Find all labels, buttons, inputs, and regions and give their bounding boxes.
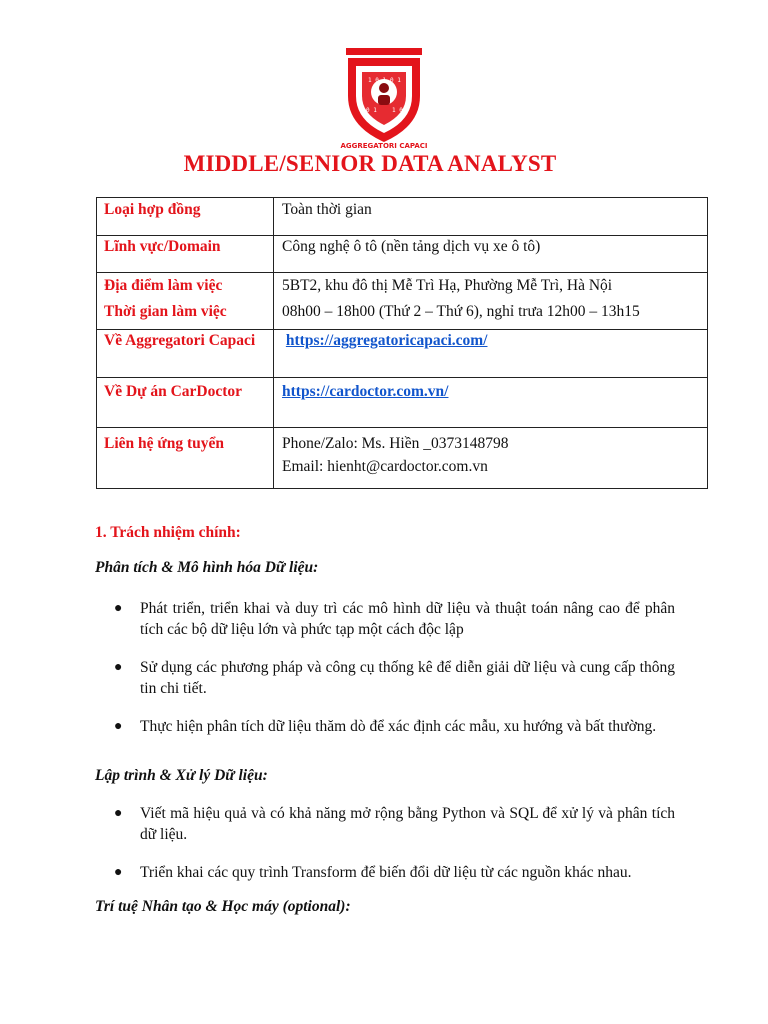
table-row-about-project [97, 378, 708, 428]
contract-type-value: Toàn thời gian [282, 201, 372, 218]
table-row-contact [97, 428, 708, 489]
location-label: Địa điểm làm việc [104, 277, 223, 294]
svg-text:0 1: 0 1 [366, 107, 377, 114]
subheading-data-analysis: Phân tích & Mô hình hóa Dữ liệu: [95, 559, 319, 576]
list-item: ● Triển khai các quy trình Transform để biến đổi dữ liệu từ các nguồn khác nhau. [114, 864, 632, 881]
working-time-label: Thời gian làm việc [104, 303, 227, 320]
list-item: ● Phát triển, triển khai và duy trì các mô hình dữ liệu và thuật toán nâng cao để phân tích các bộ dữ liệu lớn và phức tạp một cách độc lập [114, 600, 675, 638]
domain-label: Lĩnh vực/Domain [104, 238, 221, 255]
company-website-link[interactable]: https://aggregatoricapaci.com/ [285, 332, 488, 349]
subheading-programming: Lập trình & Xử lý Dữ liệu: [95, 767, 268, 784]
bullet-icon: ● [114, 601, 123, 616]
table-row-about-company [97, 330, 708, 378]
table-row-domain [97, 236, 708, 273]
about-project-label: Về Dự án CarDoctor [104, 383, 243, 400]
list-item: ● Thực hiện phân tích dữ liệu thăm dò để xác định các mẫu, xu hướng và bất thường. [114, 718, 657, 735]
subheading-ai-ml: Trí tuệ Nhân tạo & Học máy (optional): [95, 898, 351, 915]
bullet-icon: ● [114, 806, 123, 821]
project-website-link[interactable]: https://cardoctor.com.vn/ [282, 383, 449, 400]
section-heading-responsibilities: 1. Trách nhiệm chính: [95, 524, 241, 541]
svg-text:1 0 1: 1 0 1 [368, 77, 387, 84]
domain-value: Công nghệ ô tô (nền tảng dịch vụ xe ô tô) [282, 238, 541, 255]
bullet-icon: ● [114, 719, 123, 734]
contact-label: Liên hệ ứng tuyển [104, 435, 224, 452]
contact-email: Email: hienht@cardoctor.com.vn [282, 458, 488, 475]
bullet-list-data-analysis [112, 598, 675, 754]
bullet-list-programming [112, 803, 675, 900]
working-time-value: 08h00 – 18h00 (Thứ 2 – Thứ 6), nghỉ trưa 12h00 – 13h15 [282, 303, 640, 320]
contract-type-label: Loại hợp đồng [104, 201, 201, 218]
svg-text:AGGREGATORI CAPACI: AGGREGATORI CAPACI [340, 142, 428, 150]
bullet-icon: ● [114, 865, 123, 880]
about-company-label: Về Aggregatori Capaci [104, 332, 256, 349]
page-title: MIDDLE/SENIOR DATA ANALYST [183, 151, 557, 176]
job-info-table [96, 197, 708, 489]
list-item: ● Viết mã hiệu quả và có khả năng mở rộng bằng Python và SQL để xử lý và phân tích dữ liệu. [114, 805, 675, 843]
svg-text:0 1: 0 1 [390, 77, 401, 84]
table-row-contract-type [97, 198, 708, 236]
company-logo [338, 46, 430, 150]
contact-phone: Phone/Zalo: Ms. Hiền _0373148798 [282, 435, 509, 452]
svg-text:1 0: 1 0 [392, 107, 403, 114]
location-value: 5BT2, khu đô thị Mễ Trì Hạ, Phường Mễ Trì, Hà Nội [282, 277, 613, 294]
bullet-icon: ● [114, 660, 123, 675]
list-item: ● Sử dụng các phương pháp và công cụ thống kê để diễn giải dữ liệu và cung cấp thông tin chi tiết. [114, 659, 675, 697]
table-row-location-time [97, 273, 708, 330]
